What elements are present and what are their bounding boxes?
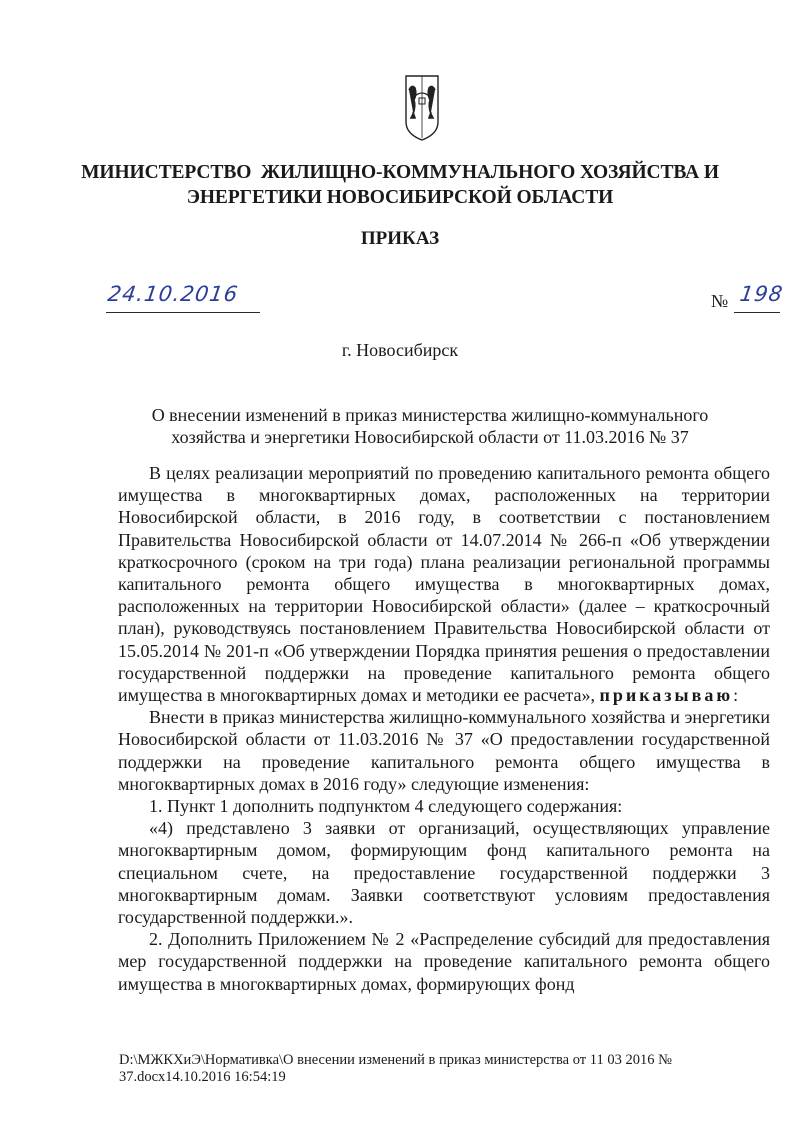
- item-2: 2. Дополнить Приложением № 2 «Распределение субсидий для предоставления мер государственной поддержки на проведение капитального ремонта общего имущества в многоквартирных домах, формирующих фонд: [118, 929, 770, 994]
- item-1-text: «4) представлено 3 заявки от организаций, осуществляющих управление многоквартирным домом, формирующим фонд капитального ремонта на специальном счете, на предоставление государственной поддержки 3 многоквартирным домам. Заявки соответствуют условиям предоставления государственной поддержки.».: [118, 818, 770, 928]
- date-field: [106, 284, 260, 313]
- handwritten-date: 24.10.2016: [106, 282, 240, 306]
- order-word: приказываю: [599, 685, 734, 706]
- number-label: №: [711, 291, 729, 311]
- subject-line-1: О внесении изменений в приказ министерства жилищно-коммунального: [151, 405, 709, 425]
- ministry-line-2: ЭНЕРГЕТИКИ НОВОСИБИРСКОЙ ОБЛАСТИ: [186, 187, 614, 208]
- preamble-paragraph: [118, 462, 770, 706]
- document-body: [118, 462, 770, 995]
- order-colon: :: [733, 685, 739, 706]
- coat-of-arms-icon: [404, 72, 440, 142]
- subject-line-2: хозяйства и энергетики Новосибирской области от 11.03.2016 № 37: [171, 427, 689, 447]
- intro-paragraph: Внести в приказ министерства жилищно-коммунального хозяйства и энергетики Новосибирской области от 11.03.2016 № 37 «О предоставлении государственной поддержки на проведение капитального ремонта общего имущества в многоквартирных домах в 2016 году» следующие изменения:: [118, 707, 770, 794]
- subject: [100, 404, 760, 448]
- preamble-text: В целях реализации мероприятий по проведению капитального ремонта общего имущества в многоквартирных домах, расположенных на территории Новосибирской области, в 2016 году, в соответствии с постановлением Правительства Новосибирской области от 14.07.2014 № 266-п «Об утверждении краткосрочного (сроком на три года) плана реализации региональной программы капитального ремонта общего имущества в многоквартирных домах, расположенных на территории Новосибирской области» (далее – краткосрочный план), руководствуясь постановлением Правительства Новосибирской области от 15.05.2014 № 201-п «Об утверждении Порядка принятия решения о предоставлении государственной поддержки на проведение капитального ремонта общего имущества в многоквартирных домах и методики ее расчета»,: [118, 463, 770, 706]
- file-path-footer: [119, 1052, 719, 1086]
- document-type: ПРИКАЗ: [360, 228, 440, 249]
- footer-line-1: D:\МЖКХиЭ\Нормативка\О внесении изменений в приказ министерства от 11 03 2016 №: [119, 1052, 672, 1068]
- number-field: [734, 282, 785, 313]
- footer-line-2: 37.docx14.10.2016 16:54:19: [119, 1069, 286, 1085]
- ministry-line-1: МИНИСТЕРСТВО ЖИЛИЩНО-КОММУНАЛЬНОГО ХОЗЯЙСТВА И: [81, 162, 719, 183]
- handwritten-number: 198: [738, 282, 785, 306]
- item-1: 1. Пункт 1 дополнить подпунктом 4 следующего содержания:: [149, 796, 623, 817]
- ministry-name: [60, 160, 740, 210]
- city: г. Новосибирск: [341, 340, 459, 360]
